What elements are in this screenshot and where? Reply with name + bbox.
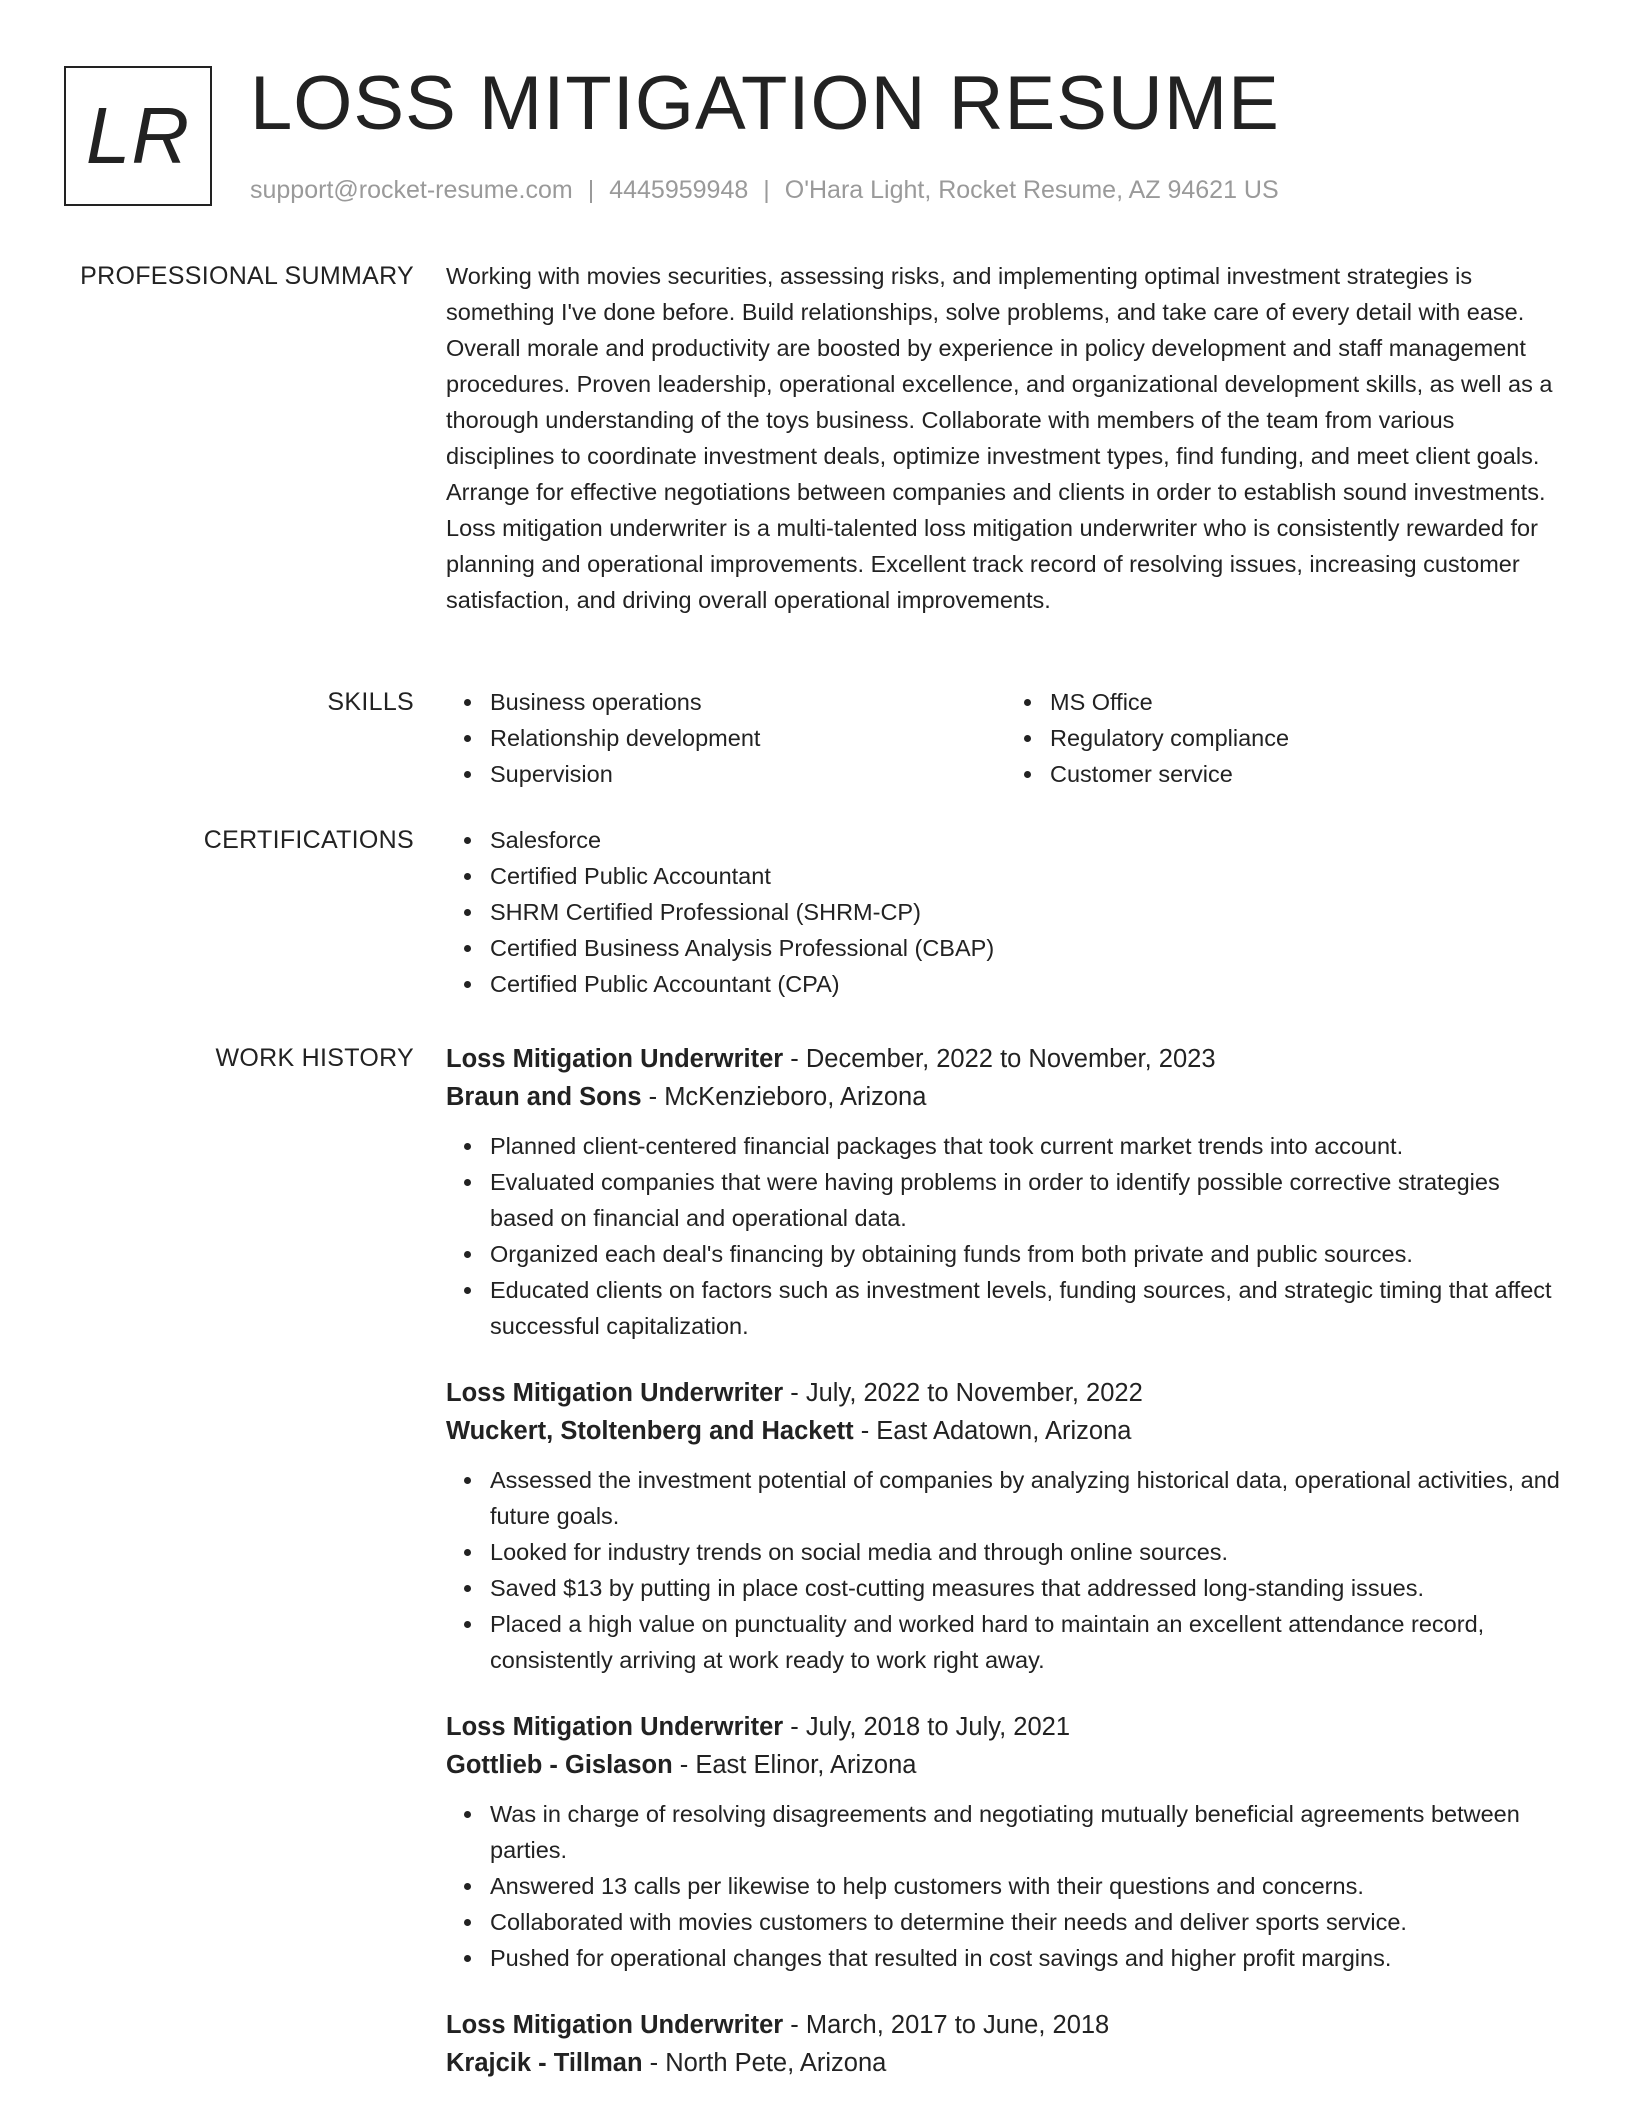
contact-separator: |: [587, 176, 595, 204]
job-dates: - July, 2018 to July, 2021: [783, 1713, 1071, 1741]
monogram-logo: [64, 66, 212, 206]
job-role: Loss Mitigation Underwriter: [446, 1045, 784, 1073]
list-item: Placed a high value on punctuality and worked hard to maintain an excellent attendance record, consistently arriving at work ready to work right away.: [490, 1606, 1566, 1678]
contact-phone: 4445959948: [609, 176, 749, 204]
job-role-line: [446, 2006, 1566, 2044]
job-location: - McKenzieboro, Arizona: [641, 1083, 927, 1111]
skills-list-right: [1006, 684, 1566, 792]
job-bullets: [446, 1128, 1566, 1344]
list-item: Certified Public Accountant (CPA): [490, 966, 1566, 1002]
list-item: Collaborated with movies customers to determine their needs and deliver sports service.: [490, 1904, 1566, 1940]
list-item: Pushed for operational changes that resulted in cost savings and higher profit margins.: [490, 1940, 1566, 1976]
job-location: - East Adatown, Arizona: [853, 1417, 1132, 1445]
contact-email: support@rocket-resume.com: [250, 176, 573, 204]
job-dates: - December, 2022 to November, 2023: [783, 1045, 1216, 1073]
job-company-line: [446, 1078, 1566, 1116]
list-item: Regulatory compliance: [1050, 720, 1566, 756]
job-company: Gottlieb - Gislason: [446, 1751, 673, 1779]
section-title: WORK HISTORY: [215, 1044, 414, 1072]
list-item: Organized each deal's financing by obtaining funds from both private and public sources.: [490, 1236, 1566, 1272]
job-role: Loss Mitigation Underwriter: [446, 1379, 784, 1407]
list-item: Salesforce: [490, 822, 1566, 858]
job-dates: - July, 2022 to November, 2022: [783, 1379, 1143, 1407]
job-entry: [446, 1374, 1566, 1678]
list-item: Evaluated companies that were having problems in order to identify possible corrective strategies based on financial and operational data.: [490, 1164, 1566, 1236]
job-bullets: [446, 1462, 1566, 1678]
section-title: PROFESSIONAL SUMMARY: [80, 262, 414, 290]
job-role-line: [446, 1040, 1566, 1078]
job-company-line: [446, 1746, 1566, 1784]
list-item: Answered 13 calls per likewise to help customers with their questions and concerns.: [490, 1868, 1566, 1904]
skills-body: [446, 684, 1566, 792]
work-history-body: [446, 1040, 1566, 2082]
list-item: Assessed the investment potential of companies by analyzing historical data, operational activities, and future goals.: [490, 1462, 1566, 1534]
job-company-line: [446, 2044, 1566, 2082]
job-entry: [446, 1708, 1566, 1976]
monogram-text: LR: [85, 91, 191, 180]
list-item: Was in charge of resolving disagreements and negotiating mutually beneficial agreements between parties.: [490, 1796, 1566, 1868]
list-item: Educated clients on factors such as investment levels, funding sources, and strategic timing that affect successful capitalization.: [490, 1272, 1566, 1344]
list-item: Planned client-centered financial packages that took current market trends into account.: [490, 1128, 1566, 1164]
list-item: Certified Public Accountant: [490, 858, 1566, 894]
job-company: Braun and Sons: [446, 1083, 642, 1111]
list-item: Saved $13 by putting in place cost-cutting measures that addressed long-standing issues.: [490, 1570, 1566, 1606]
job-company: Wuckert, Stoltenberg and Hackett: [446, 1417, 854, 1445]
job-entry: [446, 2006, 1566, 2082]
certifications-body: [446, 822, 1566, 1002]
contact-address: O'Hara Light, Rocket Resume, AZ 94621 US: [784, 176, 1279, 204]
contact-separator: |: [763, 176, 770, 204]
job-entry: [446, 1040, 1566, 1344]
job-location: - East Elinor, Arizona: [672, 1751, 917, 1779]
skills-list-left: [446, 684, 1006, 792]
list-item: Looked for industry trends on social media and through online sources.: [490, 1534, 1566, 1570]
job-role: Loss Mitigation Underwriter: [446, 1713, 784, 1741]
job-company-line: [446, 1412, 1566, 1450]
job-location: - North Pete, Arizona: [642, 2049, 887, 2077]
list-item: MS Office: [1050, 684, 1566, 720]
summary-text: Working with movies securities, assessing risks, and implementing optimal investment strategies is something I've done before. Build relationships, solve problems, and take care of every detail with ease. Overall morale and productivity are boosted by experience in policy development and staff management procedures. Proven leadership, operational excellence, and organizational development skills, as well as a thorough understanding of the toys business. Collaborate with members of the team from various disciplines to coordinate investment deals, optimize investment types, find funding, and meet client goals. Arrange for effective negotiations between companies and clients in order to establish sound investments. Loss mitigation underwriter is a multi-talented loss mitigation underwriter who is consistently rewarded for planning and operational improvements. Excellent track record of resolving issues, increasing customer satisfaction, and driving overall operational improvements.: [446, 263, 1553, 613]
section-title: SKILLS: [327, 688, 414, 716]
list-item: Customer service: [1050, 756, 1566, 792]
list-item: Business operations: [490, 684, 1006, 720]
job-company: Krajcik - Tillman: [446, 2049, 643, 2077]
list-item: Supervision: [490, 756, 1006, 792]
job-role-line: [446, 1374, 1566, 1412]
job-dates: - March, 2017 to June, 2018: [783, 2011, 1110, 2039]
list-item: SHRM Certified Professional (SHRM-CP): [490, 894, 1566, 930]
job-role: Loss Mitigation Underwriter: [446, 2011, 784, 2039]
list-item: Certified Business Analysis Professional (CBAP): [490, 930, 1566, 966]
job-bullets: [446, 1796, 1566, 1976]
summary-body: [446, 258, 1566, 618]
certifications-list: [446, 822, 1566, 1002]
list-item: Relationship development: [490, 720, 1006, 756]
section-title: CERTIFICATIONS: [203, 826, 414, 854]
contact-line: [250, 172, 1279, 208]
job-role-line: [446, 1708, 1566, 1746]
resume-title: LOSS MITIGATION RESUME: [250, 61, 1280, 146]
